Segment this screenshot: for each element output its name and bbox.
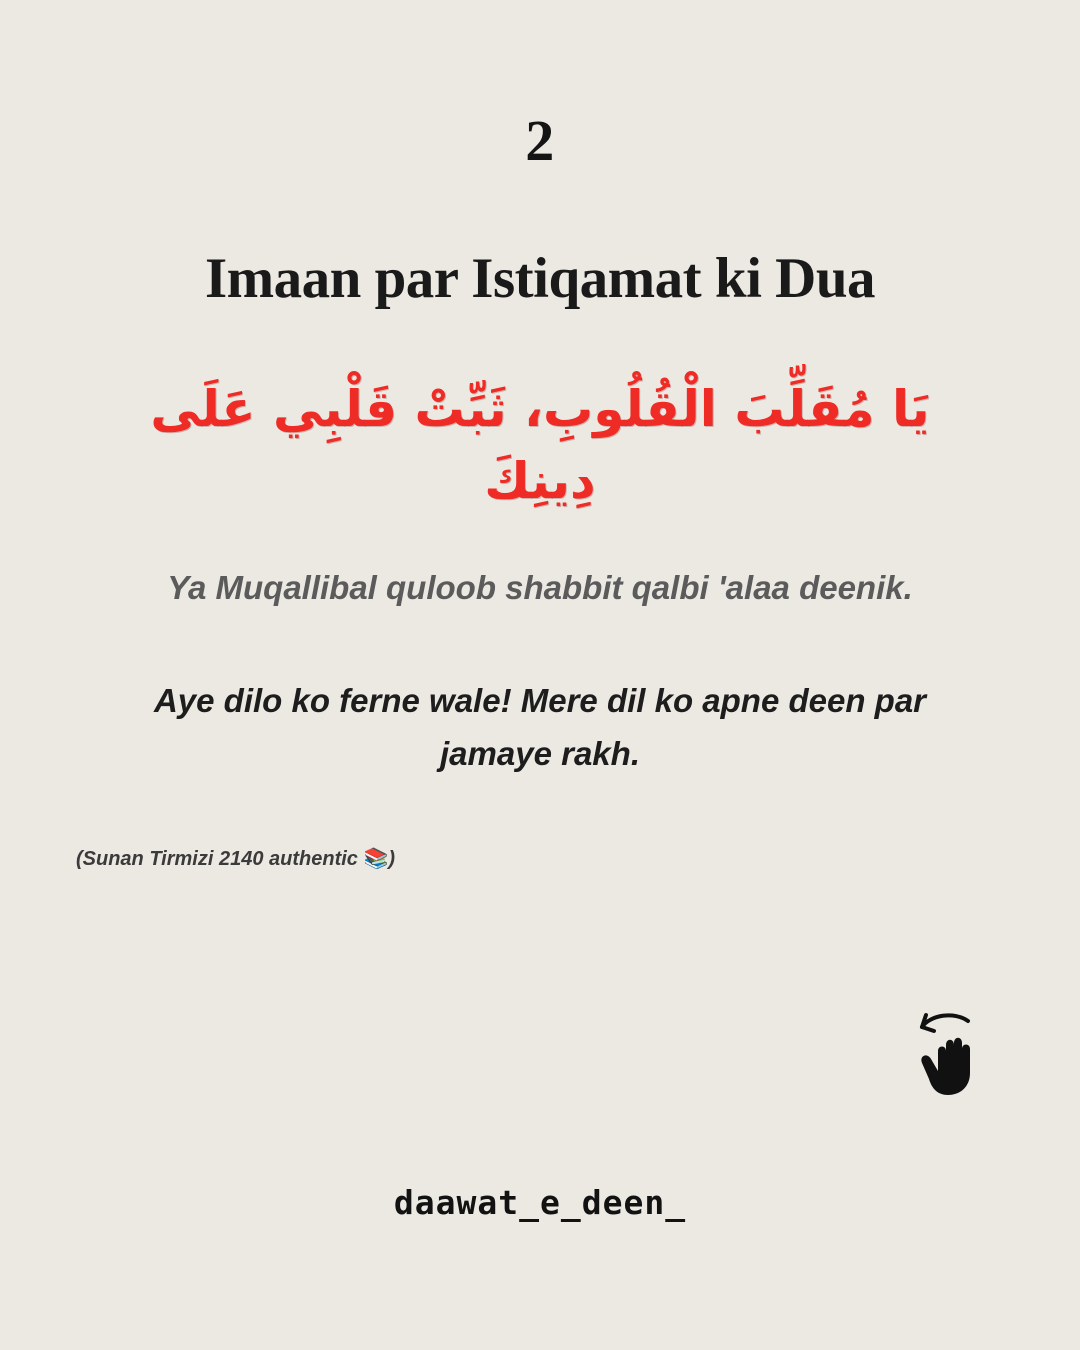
reference-prefix: (Sunan Tirmizi 2140 authentic [76,848,364,871]
page-title: Imaan par Istiqamat ki Dua [204,247,876,310]
transliteration-text: Ya Muqallibal quloob shabbit qalbi 'alaa deenik. [167,568,913,606]
reference-suffix: ) [388,848,396,871]
translation-text: Aye dilo ko ferne wale! Mere dil ko apne deen par jamaye rakh. [153,681,927,772]
swipe-left-hand-icon [908,1005,998,1100]
slide-number: 2 [525,108,555,173]
books-emoji-icon: 📚 [363,846,389,871]
reference-citation [40,846,1040,871]
account-handle: daawat_e_deen_ [393,1183,687,1222]
arabic-dua-text: يَا مُقَلِّبَ الْقُلُوبِ، ثَبِّتْ قَلْبِي عَلَى دِينِكَ [150,379,930,511]
